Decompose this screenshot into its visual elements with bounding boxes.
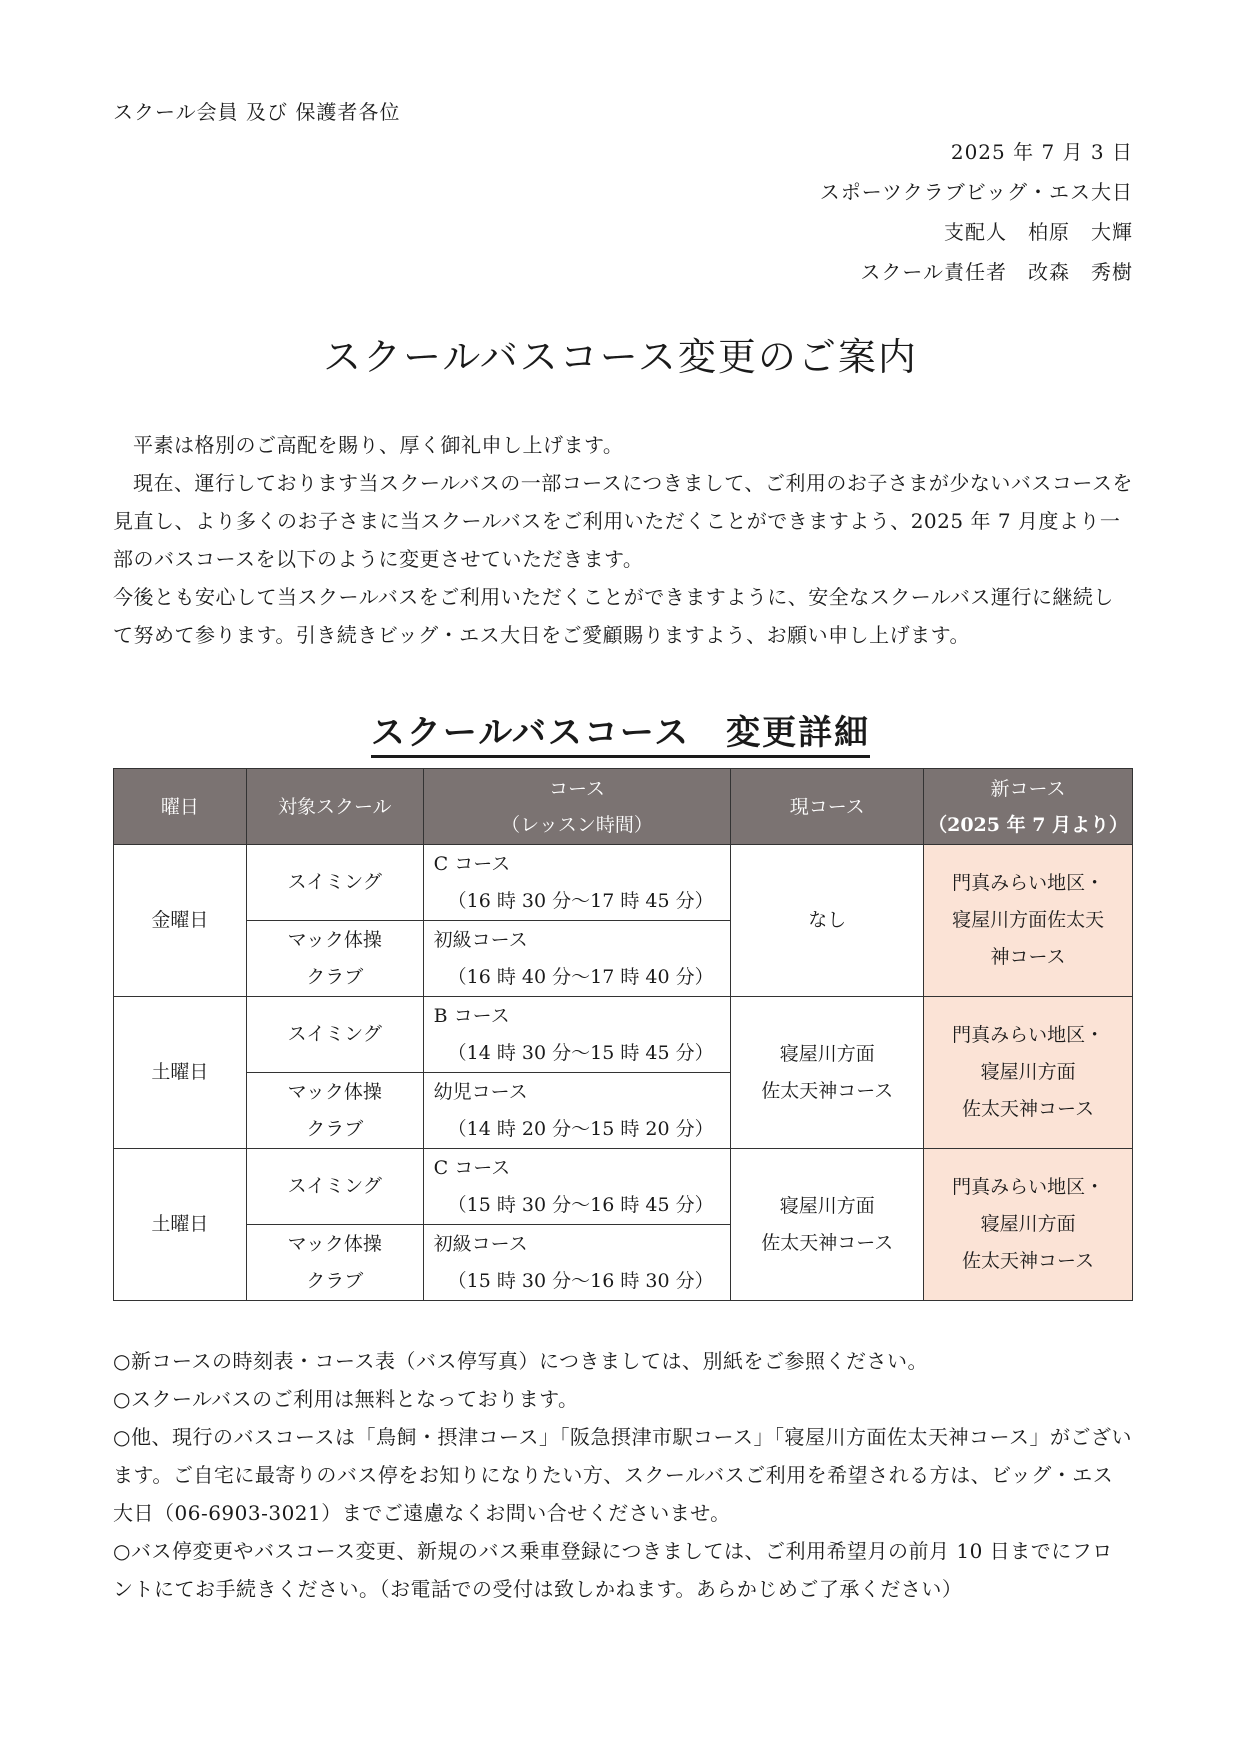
course-cell bbox=[423, 1225, 731, 1301]
school-cell bbox=[246, 1225, 423, 1301]
school-lead-name: スクール責任者 改森 秀樹 bbox=[860, 260, 1133, 284]
course-time: （15 時 30 分～16 時 45 分） bbox=[447, 1193, 714, 1216]
table-row bbox=[114, 997, 1133, 1073]
new-course-line: 門真みらい地区・ bbox=[952, 872, 1105, 894]
table-header-row bbox=[114, 769, 1133, 845]
course-name: C コース bbox=[433, 852, 511, 875]
current-course-line: なし bbox=[808, 909, 847, 931]
header-day: 曜日 bbox=[114, 769, 247, 845]
school-cell bbox=[246, 845, 423, 921]
course-name: B コース bbox=[433, 1004, 510, 1027]
day-cell: 金曜日 bbox=[114, 845, 247, 997]
current-course-cell bbox=[731, 1149, 924, 1301]
current-course-line: 佐太天神コース bbox=[761, 1079, 894, 1102]
note-item: ○バス停変更やバスコース変更、新規のバス乗車登録につきましては、ご利用希望月の前月 10 日までにフロントにてお手続きください。（お電話での受付は致しかねます。あらかじめご了承ください） bbox=[113, 1539, 1113, 1601]
body-paragraph-1: 平素は格別のご高配を賜り、厚く御礼申し上げます。 bbox=[133, 433, 624, 457]
manager-name: 支配人 柏原 大輝 bbox=[944, 220, 1133, 244]
body-paragraph-3: 今後とも安心して当スクールバスをご利用いただくことができますように、安全なスクールバス運行に継続して努めて参ります。引き続きビッグ・エス大日をご愛顧賜りますよう、お願い申し上げます。 bbox=[113, 585, 1114, 647]
header-course-line1: コース bbox=[548, 777, 606, 800]
header-new-line2: （2025 年 7 月より） bbox=[928, 813, 1129, 836]
school-line: マック体操 bbox=[287, 928, 382, 951]
current-course-cell bbox=[731, 997, 924, 1149]
course-time: （16 時 40 分～17 時 40 分） bbox=[447, 965, 714, 988]
school-line: クラブ bbox=[306, 1269, 364, 1292]
new-course-line: 寝屋川方面 bbox=[980, 1213, 1076, 1235]
course-cell bbox=[423, 997, 731, 1073]
school-cell bbox=[246, 1073, 423, 1149]
current-course-line: 寝屋川方面 bbox=[779, 1042, 875, 1065]
new-course-line: 門真みらい地区・ bbox=[952, 1024, 1105, 1046]
course-time: （16 時 30 分～17 時 45 分） bbox=[447, 889, 714, 912]
new-course-cell bbox=[924, 997, 1133, 1149]
note-item: ○新コースの時刻表・コース表（バス停写真）につきましては、別紙をご参照ください。 bbox=[113, 1349, 929, 1373]
issue-date: 2025 年 7 月 3 日 bbox=[950, 140, 1133, 164]
school-line: マック体操 bbox=[287, 1232, 382, 1255]
school-line: マック体操 bbox=[287, 1080, 382, 1103]
body-text bbox=[113, 426, 1133, 654]
new-course-line: 神コース bbox=[990, 946, 1066, 968]
note-item: ○スクールバスのご利用は無料となっております。 bbox=[113, 1387, 579, 1411]
school-cell bbox=[246, 997, 423, 1073]
course-time: （14 時 30 分～15 時 45 分） bbox=[447, 1041, 714, 1064]
new-course-line: 門真みらい地区・ bbox=[952, 1176, 1105, 1198]
table-row bbox=[114, 1149, 1133, 1225]
current-course-cell bbox=[731, 845, 924, 997]
course-cell bbox=[423, 921, 731, 997]
section-subtitle bbox=[0, 705, 1241, 754]
header-current: 現コース bbox=[731, 769, 924, 845]
school-cell bbox=[246, 921, 423, 997]
body-paragraph-2: 現在、運行しております当スクールバスの一部コースにつきまして、ご利用のお子さまが少ないバスコースを見直し、より多くのお子さまに当スクールバスをご利用いただくことができますよう、2025 年 7 月度より一部のバスコースを以下のように変更させていただきます。 bbox=[113, 471, 1133, 571]
header-new-line1: 新コース bbox=[990, 777, 1066, 800]
section-subtitle-text: スクールバスコース 変更詳細 bbox=[371, 713, 870, 758]
school-line: クラブ bbox=[306, 1117, 364, 1140]
addressee: スクール会員 及び 保護者各位 bbox=[113, 100, 401, 124]
header-course-line2: （レッスン時間） bbox=[501, 813, 653, 836]
organization-name: スポーツクラブビッグ・エス大日 bbox=[819, 180, 1133, 204]
note-item: ○他、現行のバスコースは「鳥飼・摂津コース」「阪急摂津市駅コース」「寝屋川方面佐太天神コース」がございます。ご自宅に最寄りのバス停をお知りになりたい方、スクールバスご利用を希望される方は、ビッグ・エス大日（06-6903-3021）までご遠慮なくお問い合せくださいませ。 bbox=[113, 1425, 1132, 1525]
new-course-cell bbox=[924, 845, 1133, 997]
new-course-line: 佐太天神コース bbox=[962, 1098, 1095, 1120]
sender-block bbox=[820, 132, 1133, 292]
new-course-cell bbox=[924, 1149, 1133, 1301]
header-school: 対象スクール bbox=[246, 769, 423, 845]
bus-course-table bbox=[113, 768, 1133, 1301]
school-line: スイミング bbox=[287, 1023, 382, 1045]
course-time: （14 時 20 分～15 時 20 分） bbox=[447, 1117, 714, 1140]
school-line: クラブ bbox=[306, 965, 364, 988]
new-course-line: 寝屋川方面 bbox=[980, 1061, 1076, 1083]
table-row bbox=[114, 845, 1133, 921]
header-new bbox=[924, 769, 1133, 845]
school-cell bbox=[246, 1149, 423, 1225]
course-name: 幼児コース bbox=[433, 1080, 528, 1103]
day-cell: 土曜日 bbox=[114, 997, 247, 1149]
course-name: C コース bbox=[433, 1156, 511, 1179]
course-name: 初級コース bbox=[433, 928, 528, 951]
course-time: （15 時 30 分～16 時 30 分） bbox=[447, 1269, 714, 1292]
course-cell bbox=[423, 1073, 731, 1149]
notes-section bbox=[113, 1342, 1133, 1608]
course-cell bbox=[423, 1149, 731, 1225]
course-cell bbox=[423, 845, 731, 921]
new-course-line: 佐太天神コース bbox=[962, 1250, 1095, 1272]
current-course-line: 佐太天神コース bbox=[761, 1231, 894, 1254]
school-line: スイミング bbox=[287, 871, 382, 893]
current-course-line: 寝屋川方面 bbox=[779, 1194, 875, 1217]
day-cell: 土曜日 bbox=[114, 1149, 247, 1301]
school-line: スイミング bbox=[287, 1175, 382, 1197]
header-course bbox=[423, 769, 731, 845]
page-title: スクールバスコース変更のご案内 bbox=[323, 335, 918, 379]
new-course-line: 寝屋川方面佐太天 bbox=[952, 909, 1105, 931]
course-name: 初級コース bbox=[433, 1232, 528, 1255]
